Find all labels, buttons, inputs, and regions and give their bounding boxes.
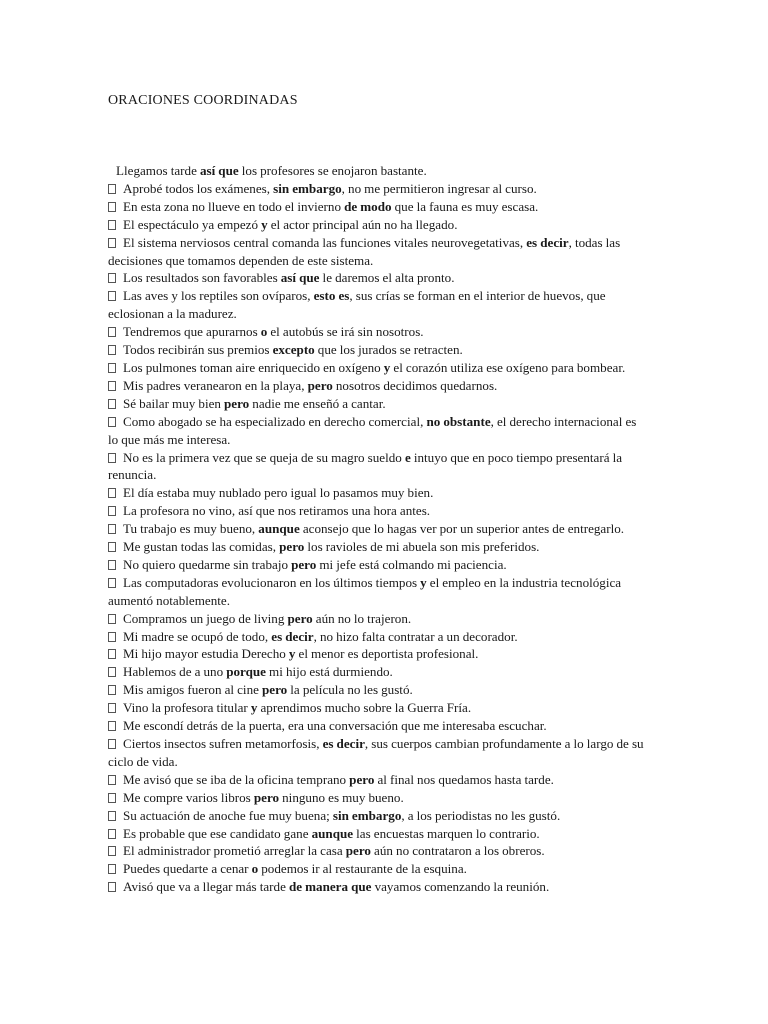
connector-word: de manera que — [288, 879, 372, 895]
connector-word: esto es — [313, 288, 350, 304]
bullet-box-icon — [108, 220, 116, 230]
sentence-text: el corazón utiliza ese oxígeno para bombear. — [390, 359, 626, 375]
bullet-box-icon — [108, 864, 116, 874]
sentence-text: aconsejo que lo hagas ver por un superior antes de entregarlo. — [299, 521, 625, 537]
sentence-text: En esta zona no llueve en todo el invierno — [123, 198, 345, 214]
connector-word: aunque — [311, 825, 354, 841]
sentence-item — [108, 269, 648, 287]
bullet-box-icon — [108, 614, 116, 624]
sentence-text: al final nos quedamos hasta tarde. — [374, 771, 554, 787]
sentence-text: El espectáculo ya empezó — [123, 216, 262, 232]
sentence-item — [108, 484, 648, 502]
sentence-text: Me escondí detrás de la puerta, era una conversación que me interesaba escuchar. — [123, 718, 547, 734]
sentence-text: los profesores se enojaron bastante. — [238, 163, 427, 178]
connector-word: es decir — [271, 628, 314, 644]
sentence-item — [108, 341, 648, 359]
bullet-box-icon — [108, 291, 116, 301]
sentence-text: , no me permitieron ingresar al curso. — [341, 180, 537, 196]
sentence-item — [108, 807, 648, 825]
sentence-text: Me compre varios libros — [123, 789, 254, 805]
bullet-box-icon — [108, 506, 116, 516]
sentence-text: Mi hijo mayor estudia Derecho — [123, 646, 289, 662]
sentence-item — [108, 771, 648, 789]
sentence-text: Puedes quedarte a cenar — [123, 861, 252, 877]
sentence-item — [108, 162, 648, 180]
bullet-box-icon — [108, 417, 116, 427]
sentence-text: Avisó que va a llegar más tarde — [123, 879, 289, 895]
sentence-text: Como abogado se ha especializado en derecho comercial, — [123, 413, 427, 429]
bullet-box-icon — [108, 793, 116, 803]
sentence-item — [108, 216, 648, 234]
connector-word: pero — [287, 610, 313, 626]
connector-word: pero — [307, 377, 333, 393]
sentence-item — [108, 735, 648, 771]
sentence-item — [108, 449, 648, 485]
sentence-text: , sus crías se forman en el interior de huevos, que eclosionan a la madurez. — [108, 288, 606, 322]
sentence-text: el empleo en la industria tecnológica aumentó notablemente. — [108, 574, 622, 608]
sentence-item — [108, 574, 648, 610]
sentence-text: aprendimos mucho sobre la Guerra Fría. — [257, 700, 472, 716]
connector-word: y — [420, 574, 427, 590]
bullet-box-icon — [108, 632, 116, 642]
sentence-text: Hablemos de a uno — [123, 664, 227, 680]
connector-word: de modo — [344, 198, 392, 214]
sentence-item — [108, 628, 648, 646]
bullet-box-icon — [108, 345, 116, 355]
bullet-box-icon — [108, 273, 116, 283]
sentence-item — [108, 395, 648, 413]
sentence-text: , el derecho internacional es lo que más me interesa. — [108, 413, 637, 447]
sentence-text: , no hizo falta contratar a un decorador. — [313, 628, 518, 644]
sentence-text: mi jefe está colmando mi paciencia. — [316, 556, 507, 572]
sentence-item — [108, 663, 648, 681]
sentence-item — [108, 699, 648, 717]
sentence-text: Ciertos insectos sufren metamorfosis, — [123, 736, 323, 751]
connector-word: así que — [199, 163, 239, 178]
sentence-text: ninguno es muy bueno. — [279, 789, 404, 805]
sentence-item — [108, 520, 648, 538]
bullet-box-icon — [108, 685, 116, 695]
connector-word: pero — [349, 771, 375, 787]
sentence-item — [108, 323, 648, 341]
sentence-text: Mis padres veranearon en la playa, — [123, 377, 308, 393]
connector-word: y — [288, 646, 296, 662]
bullet-box-icon — [108, 381, 116, 391]
sentence-item — [108, 789, 648, 807]
connector-word: pero — [345, 843, 371, 859]
sentence-text: Sé bailar muy bien — [123, 395, 225, 411]
sentence-text: vayamos comenzando la reunión. — [371, 879, 550, 895]
sentence-text: Su actuación de anoche fue muy buena; — [123, 807, 333, 823]
sentence-text: El administrador prometió arreglar la casa — [123, 843, 346, 859]
sentence-list — [108, 162, 648, 896]
sentence-text: Todos recibirán sus premios — [123, 342, 273, 358]
sentence-text: aún no contrataron a los obreros. — [370, 843, 545, 859]
bullet-box-icon — [108, 488, 116, 498]
bullet-box-icon — [108, 363, 116, 373]
bullet-box-icon — [108, 238, 116, 248]
sentence-item — [108, 717, 648, 735]
sentence-text: Mi madre se ocupó de todo, — [123, 628, 272, 644]
sentence-item — [108, 538, 648, 556]
sentence-item — [108, 842, 648, 860]
sentence-text: las encuestas marquen lo contrario. — [353, 825, 540, 841]
sentence-text: Los resultados son favorables — [123, 270, 281, 286]
sentence-item — [108, 287, 648, 323]
document-page — [108, 92, 644, 895]
sentence-item — [108, 359, 648, 377]
bullet-box-icon — [108, 667, 116, 677]
connector-word: es decir — [322, 736, 365, 751]
sentence-text: Compramos un juego de living — [123, 610, 288, 626]
sentence-text: Tendremos que apurarnos — [123, 324, 261, 340]
bullet-box-icon — [108, 453, 116, 463]
connector-word: pero — [279, 539, 305, 555]
sentence-text: Me gustan todas las comidas, — [123, 539, 280, 555]
connector-word: sin embargo — [273, 180, 342, 196]
bullet-box-icon — [108, 775, 116, 785]
bullet-box-icon — [108, 524, 116, 534]
sentence-text: No es la primera vez que se queja de su magro sueldo — [123, 449, 405, 465]
bullet-box-icon — [108, 721, 116, 731]
sentence-item — [108, 377, 648, 395]
connector-word: porque — [226, 664, 266, 680]
sentence-item — [108, 198, 648, 216]
bullet-box-icon — [108, 560, 116, 570]
page-title: ORACIONES COORDINADAS — [108, 93, 298, 108]
connector-word: pero — [224, 395, 250, 411]
sentence-item — [108, 860, 648, 878]
sentence-text: que los jurados se retracten. — [314, 342, 463, 358]
sentence-text: Tu trabajo es muy bueno, — [123, 521, 259, 537]
sentence-text: la película no les gustó. — [287, 682, 413, 698]
bullet-box-icon — [108, 327, 116, 337]
bullet-box-icon — [108, 399, 116, 409]
bullet-box-icon — [108, 649, 116, 659]
connector-word: pero — [253, 789, 280, 805]
bullet-box-icon — [108, 846, 116, 856]
sentence-text: , todas las decisiones que tomamos dependen de este sistema. — [108, 234, 621, 268]
sentence-text: La profesora no vino, así que nos retiramos una hora antes. — [123, 503, 431, 519]
sentence-text: Mis amigos fueron al cine — [123, 682, 262, 698]
sentence-text: intuyo que en poco tiempo presentará la renuncia. — [108, 449, 623, 483]
sentence-item — [108, 502, 648, 520]
sentence-text: Vino la profesora titular — [123, 700, 251, 716]
bullet-box-icon — [108, 811, 116, 821]
sentence-item — [108, 645, 648, 663]
sentence-text: le daremos el alta pronto. — [319, 270, 455, 286]
sentence-item — [108, 234, 648, 270]
connector-word: es decir — [526, 234, 569, 250]
sentence-text: No quiero quedarme sin trabajo — [123, 556, 292, 572]
sentence-text: , a los periodistas no les gustó. — [401, 807, 561, 823]
sentence-text: mi hijo está durmiendo. — [265, 664, 393, 680]
sentence-text: nosotros decidimos quedarnos. — [332, 377, 498, 393]
sentence-text: Me avisó que se iba de la oficina temprano — [123, 771, 350, 787]
connector-word: sin embargo — [332, 807, 402, 823]
bullet-box-icon — [108, 184, 116, 194]
connector-word: o — [251, 861, 259, 877]
sentence-item — [108, 556, 648, 574]
sentence-item — [108, 825, 648, 843]
sentence-item — [108, 180, 648, 198]
sentence-text: podemos ir al restaurante de la esquina. — [258, 861, 467, 877]
sentence-text: aún no lo trajeron. — [312, 610, 412, 626]
sentence-text: Llegamos tarde — [116, 163, 200, 178]
connector-word: y — [261, 216, 268, 232]
sentence-text: , sus cuerpos cambian profundamente a lo largo de su ciclo de vida. — [108, 736, 644, 769]
connector-word: aunque — [258, 521, 300, 537]
sentence-text: Los pulmones toman aire enriquecido en oxígeno — [123, 359, 384, 375]
sentence-text: Las aves y los reptiles son ovíparos, — [123, 288, 314, 304]
sentence-text: Es probable que ese candidato gane — [123, 825, 312, 841]
sentence-text: el actor principal aún no ha llegado. — [267, 216, 458, 232]
connector-word: pero — [262, 682, 288, 698]
connector-word: así que — [280, 270, 320, 286]
connector-word: e — [404, 449, 411, 465]
bullet-box-icon — [108, 882, 116, 892]
sentence-text: nadie me enseñó a cantar. — [249, 395, 386, 411]
sentence-text: el menor es deportista profesional. — [295, 646, 479, 662]
sentence-item — [108, 610, 648, 628]
bullet-box-icon — [108, 739, 116, 749]
bullet-box-icon — [108, 542, 116, 552]
bullet-box-icon — [108, 578, 116, 588]
connector-word: pero — [291, 556, 317, 572]
sentence-text: Aprobé todos los exámenes, — [123, 180, 274, 196]
bullet-box-icon — [108, 703, 116, 713]
sentence-item — [108, 681, 648, 699]
sentence-text: el autobús se irá sin nosotros. — [267, 324, 424, 340]
connector-word: excepto — [272, 342, 315, 358]
sentence-text: Las computadoras evolucionaron en los últimos tiempos — [123, 574, 421, 590]
sentence-text: los ravioles de mi abuela son mis preferidos. — [304, 539, 540, 555]
bullet-box-icon — [108, 829, 116, 839]
sentence-text: que la fauna es muy escasa. — [391, 198, 539, 214]
sentence-text: El sistema nerviosos central comanda las funciones vitales neurovegetativas, — [123, 234, 527, 250]
sentence-item — [108, 413, 648, 449]
connector-word: y — [383, 359, 391, 375]
sentence-item — [108, 878, 648, 896]
connector-word: o — [260, 324, 268, 340]
connector-word: no obstante — [426, 413, 491, 429]
bullet-box-icon — [108, 202, 116, 212]
sentence-text: El día estaba muy nublado pero igual lo pasamos muy bien. — [123, 485, 434, 501]
connector-word: y — [250, 700, 258, 716]
